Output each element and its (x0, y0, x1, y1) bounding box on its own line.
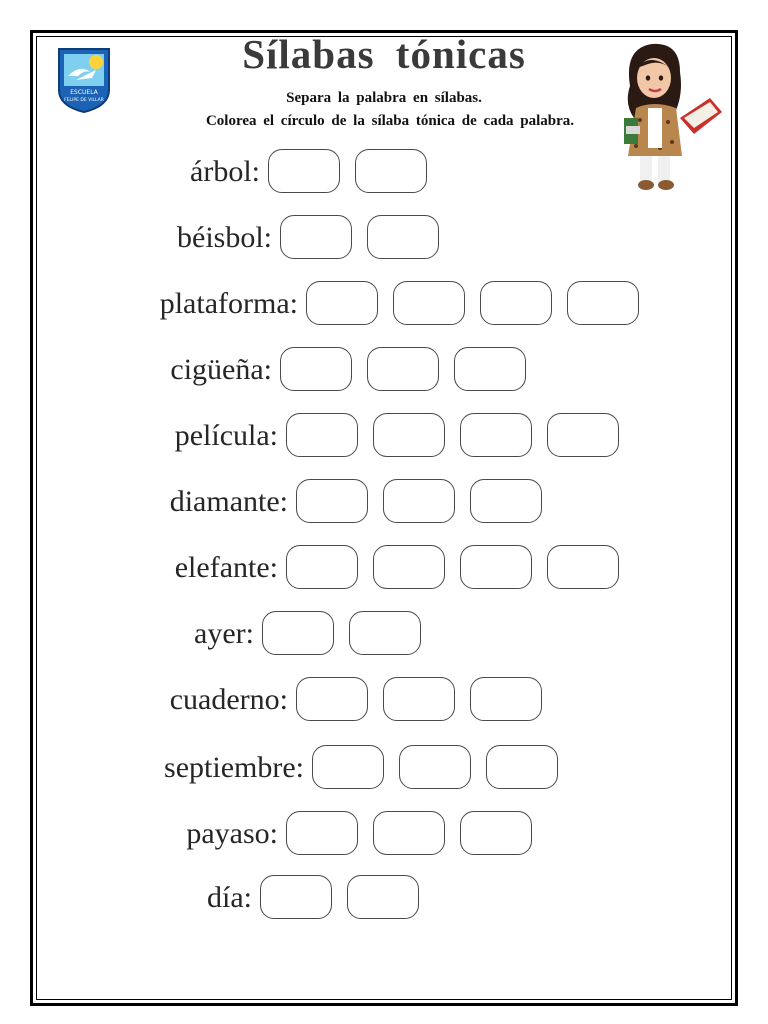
syllable-box[interactable] (567, 281, 639, 325)
syllable-box[interactable] (347, 875, 419, 919)
syllable-box[interactable] (547, 545, 619, 589)
syllable-box[interactable] (470, 479, 542, 523)
word-label: plataforma: (159, 287, 298, 320)
syllable-box[interactable] (547, 413, 619, 457)
word-label: diamante: (169, 485, 288, 518)
word-row (0, 478, 768, 526)
word-label: película: (174, 419, 278, 452)
syllable-box[interactable] (296, 677, 368, 721)
page-title: Sílabas tónicas (242, 31, 526, 77)
logo-text-line2: FELIPE DE VILLAR (64, 98, 104, 103)
syllable-box[interactable] (306, 281, 378, 325)
word-row (0, 676, 768, 724)
word-label: cigüeña: (170, 353, 272, 386)
word-label: cuaderno: (169, 683, 288, 716)
syllable-box[interactable] (280, 215, 352, 259)
syllable-box[interactable] (373, 811, 445, 855)
word-row (0, 412, 768, 460)
logo-text-line1: ESCUELA (70, 89, 98, 96)
syllable-box[interactable] (268, 149, 340, 193)
syllable-box[interactable] (260, 875, 332, 919)
syllable-box[interactable] (367, 215, 439, 259)
syllable-box[interactable] (262, 611, 334, 655)
syllable-box[interactable] (349, 611, 421, 655)
word-label: payaso: (186, 817, 278, 850)
word-row (0, 810, 768, 858)
syllable-box[interactable] (454, 347, 526, 391)
word-row (0, 148, 768, 196)
syllable-box[interactable] (286, 545, 358, 589)
syllable-box[interactable] (373, 413, 445, 457)
word-label: árbol: (190, 155, 260, 188)
syllable-box[interactable] (470, 677, 542, 721)
word-row (0, 214, 768, 262)
syllable-box[interactable] (355, 149, 427, 193)
syllable-box[interactable] (383, 479, 455, 523)
instruction-separate: Separa la palabra en sílabas. (286, 90, 482, 106)
word-label: elefante: (174, 551, 278, 584)
word-label: ayer: (194, 617, 254, 650)
syllable-box[interactable] (460, 811, 532, 855)
word-row (0, 280, 768, 328)
instruction-color: Colorea el círculo de la sílaba tónica de cada palabra. (205, 113, 575, 129)
syllable-box[interactable] (373, 545, 445, 589)
syllable-box[interactable] (460, 545, 532, 589)
syllable-box[interactable] (286, 413, 358, 457)
syllable-box[interactable] (286, 811, 358, 855)
syllable-box[interactable] (460, 413, 532, 457)
word-row (0, 346, 768, 394)
syllable-box[interactable] (296, 479, 368, 523)
syllable-box[interactable] (399, 745, 471, 789)
syllable-box[interactable] (312, 745, 384, 789)
word-row (0, 874, 768, 922)
word-row (0, 544, 768, 592)
word-row (0, 744, 768, 792)
word-label: béisbol: (177, 221, 272, 254)
syllable-box[interactable] (393, 281, 465, 325)
syllable-box[interactable] (480, 281, 552, 325)
syllable-box[interactable] (383, 677, 455, 721)
syllable-box[interactable] (486, 745, 558, 789)
syllable-box[interactable] (280, 347, 352, 391)
word-label: día: (207, 881, 252, 914)
word-label: septiembre: (164, 751, 304, 784)
word-row (0, 610, 768, 658)
syllable-box[interactable] (367, 347, 439, 391)
